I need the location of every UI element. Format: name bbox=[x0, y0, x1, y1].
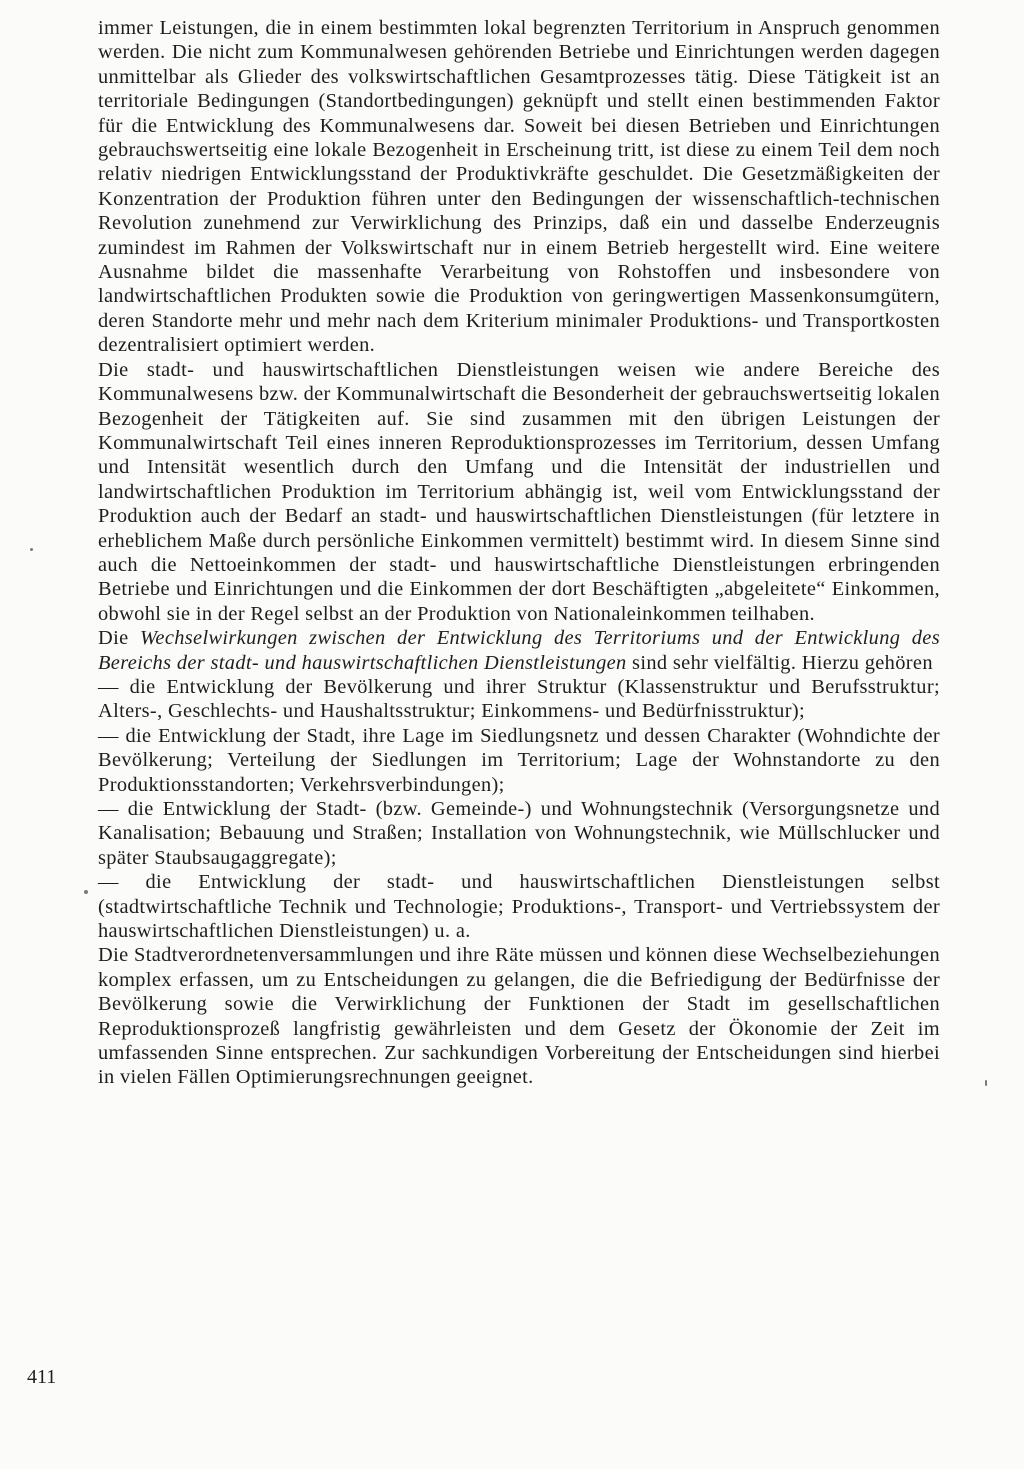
scan-speck bbox=[84, 890, 88, 894]
page-number: 411 bbox=[27, 1366, 57, 1388]
list-item-dienstleistungen: — die Entwicklung der stadt- und hauswirtschaftlichen Dienstleistungen selbst (stadtwirtschaftliche Technik und Technologie; Produktions-, Transport- und Vertriebssystem der hauswirtschaftlichen Dienstleistungen) u. a. bbox=[98, 871, 940, 943]
paragraph-wechselwirkungen bbox=[98, 626, 940, 675]
scan-speck bbox=[985, 1080, 987, 1086]
intro-lead: Die bbox=[98, 627, 140, 650]
scan-speck bbox=[30, 548, 33, 551]
list-item-stadt: — die Entwicklung der Stadt, ihre Lage im Siedlungsnetz und dessen Charakter (Wohndichte der Bevölkerung; Verteilung der Siedlungen im Territorium; Lage der Wohnstandorte zu den Produktionsstandorten; Verkehrsverbindungen); bbox=[98, 724, 940, 796]
paragraph-kommunalwesen: immer Leistungen, die in einem bestimmten lokal begrenzten Territorium in Anspruch genommen werden. Die nicht zum Kommunalwesen gehörenden Betriebe und Einrichtungen werden dagegen unmittelbar als Glieder des volkswirtschaftlichen Gesamtprozesses tätig. Diese Tätigkeit ist an territoriale Bedingungen (Standortbedingungen) geknüpft und stellt einen bestimmenden Faktor für die Entwicklung des Kommunalwesens dar. Soweit bei diesen Betrieben und Einrichtungen gebrauchswertseitig eine lokale Bezogenheit in Erscheinung tritt, ist diese zu einem Teil dem noch relativ niedrigen Entwicklungsstand der Produktivkräfte geschuldet. Die Gesetzmäßigkeiten der Konzentration der Produktion führen unter den Bedingungen der wissenschaftlich-technischen Revolution zunehmend zur Verwirklichung des Prinzips, daß ein und dasselbe Enderzeugnis zumindest im Rahmen der Volkswirtschaft nur in einem Betrieb hergestellt wird. Eine weitere Ausnahme bildet die massenhafte Verarbeitung von Rohstoffen und insbesondere von landwirtschaftlichen Produkten sowie die Produktion von geringwertigen Massenkonsumgütern, deren Standorte mehr und mehr nach dem Kriterium minimaler Produktions- und Transportkosten dezentralisiert optimiert werden. bbox=[98, 17, 940, 357]
paragraph-stadtverordnete: Die Stadtverordnetenversammlungen und ihre Räte müssen und können diese Wechselbeziehungen komplex erfassen, um zu Entscheidungen zu gelangen, die die Befriedigung der Bedürfnisse der Bevölkerung sowie die Verwirklichung der Funktionen der Stadt im gesellschaftlichen Reproduktionsprozeß langfristig gewährleisten und dem Gesetz der Ökonomie der Zeit im umfassenden Sinne entsprechen. Zur sachkundigen Vorbereitung der Entscheidungen sind hierbei in vielen Fällen Optimierungsrechnungen geeignet. bbox=[98, 944, 940, 1089]
intro-emphasis: Wechselwirkungen zwischen der Entwicklung des Territoriums und der Entwicklung des Bereichs der stadt- und hauswirtschaftlichen Dienstleistungen bbox=[98, 627, 940, 674]
paragraph-dienstleistungen: Die stadt- und hauswirtschaftlichen Dienstleistungen weisen wie andere Bereiche des Kommunalwesens bzw. der Kommunalwirtschaft die Besonderheit der gebrauchswertseitig lokalen Bezogenheit der Tätigkeiten auf. Sie sind zusammen mit den übrigen Leistungen der Kommunalwirtschaft Teil eines inneren Reproduktionsprozesses im Territorium, dessen Umfang und Intensität wesentlich durch den Umfang und die Intensität der industriellen und landwirtschaftlichen Produktion im Territorium abhängig ist, weil vom Entwicklungsstand der Produktion auch der Bedarf an stadt- und hauswirtschaftlichen Dienstleistungen (für letztere in erheblichem Maße durch persönliche Einkommen vermittelt) bestimmt wird. In diesem Sinne sind auch die Nettoeinkommen der stadt- und hauswirtschaftliche Dienstleistungen erbringenden Betriebe und Einrichtungen und die Einkommen der dort Beschäftigten „abgeleitete“ Einkommen, obwohl sie in der Regel selbst an der Produktion von Nationaleinkommen teilhaben. bbox=[98, 358, 940, 625]
page-body bbox=[98, 16, 940, 1090]
intro-tail: sind sehr vielfältig. Hierzu gehören bbox=[626, 651, 933, 674]
list-item-wohnungstechnik: — die Entwicklung der Stadt- (bzw. Gemeinde-) und Wohnungstechnik (Versorgungsnetze und Kanalisation; Bebauung und Straßen; Installation von Wohnungstechnik, wie Müllschlucker und später Staubsaugaggregate); bbox=[98, 798, 940, 869]
list-item-bevoelkerung: — die Entwicklung der Bevölkerung und ihrer Struktur (Klassenstruktur und Berufsstruktur; Alters-, Geschlechts- und Haushaltsstruktur; Einkommens- und Bedürfnisstruktur); bbox=[98, 675, 940, 723]
